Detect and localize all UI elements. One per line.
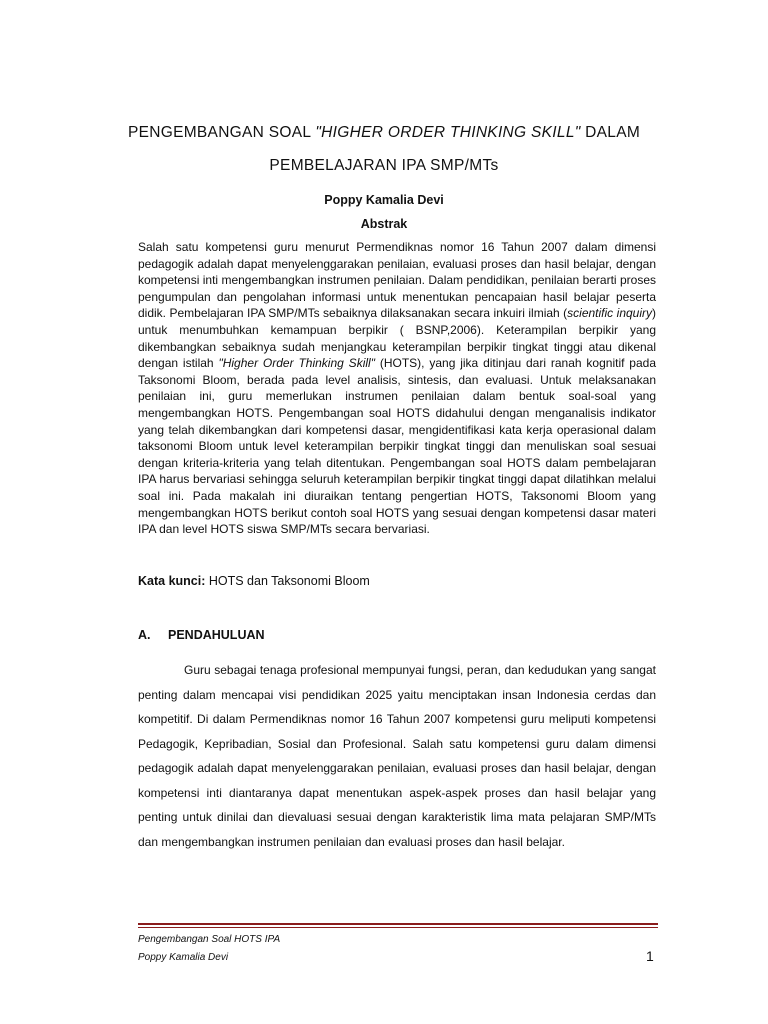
abstract-part-3: (HOTS), yang jika ditinjau dari ranah kognitif pada Taksonomi Bloom, berada pada level analisis, sintesis, dan evaluasi. Untuk melaksanakan penilaian ini, guru memerlukan instrumen penilaian dalam bentuk soal-soal yang mengembangkan HOTS. Pengembangan soal HOTS didahului dengan menganalisis indikator yang telah dikembangkan dari kompetensi dasar, mengidentifikasi kata kerja operasional dalam taksonomi Bloom untuk level keterampilan berpikir tingkat tinggi dan menuliskan soal sesuai dengan kriteria-kriteria yang telah ditentukan. Pengembangan soal HOTS dalam pembelajaran IPA harus bervariasi sehingga seluruh keterampilan berpikir tingkat tinggi dapat dilatihkan melalui soal ini. Pada makalah ini diuraikan tentang pengertian HOTS, Taksonomi Bloom yang mengembangkan HOTS berikut contoh soal HOTS yang sesuai dengan kompetensi dasar materi IPA dan level HOTS siswa SMP/MTs secara bervariasi.: [138, 356, 656, 537]
section-heading: [138, 628, 265, 642]
abstract-heading: Abstrak: [360, 217, 408, 231]
footer-rule-thick: [138, 923, 658, 925]
page-number: 1: [646, 948, 654, 964]
abstract-text: [138, 239, 656, 538]
section-title: PENDAHULUAN: [168, 628, 265, 642]
footer-author: Poppy Kamalia Devi: [138, 952, 229, 963]
keywords-value: HOTS dan Taksonomi Bloom: [208, 574, 370, 588]
footer-rule-thin: [138, 927, 658, 928]
abstract-italic-1: scientific inquiry: [567, 306, 653, 321]
title-italic-term: "HIGHER ORDER THINKING SKILL": [315, 124, 581, 141]
abstract-part-2: ) untuk menumbuhkan kemampuan berpikir ( BSNP,2006). Keterampilan berpikir yang dikembangkan sebaiknya sudah menjangkau keterampilan berpikir tingkat tinggi atau dikenal dengan istilah: [138, 306, 657, 371]
author-name: Poppy Kamalia Devi: [324, 193, 444, 207]
abstract-italic-2: "Higher Order Thinking Skill": [218, 356, 375, 371]
footer-document-title: Pengembangan Soal HOTS IPA: [138, 934, 281, 945]
abstract-part-1: Salah satu kompetensi guru menurut Permendiknas nomor 16 Tahun 2007 dalam dimensi pedagogik adalah dapat menyelenggarakan penilaian, evaluasi proses dan hasil belajar, dengan kompetensi inti mengembangkan instrumen penilaian. Dalam pendidikan, penilaian berarti proses pengumpulan dan pengolahan informasi untuk menentukan pencapaian hasil belajar peserta didik. Pembelajaran IPA SMP/MTs sebaiknya dilaksanakan secara inkuiri ilmiah (: [138, 240, 656, 321]
keywords: [138, 574, 370, 588]
title-suffix: DALAM: [580, 124, 641, 141]
intro-paragraph: Guru sebagai tenaga profesional mempunyai fungsi, peran, dan kedudukan yang sangat penting dalam mencapai visi pendidikan 2025 yaitu menciptakan insan Indonesia cerdas dan kompetitif. Di dalam Permendiknas nomor 16 Tahun 2007 kompetensi guru meliputi kompetensi Pedagogik, Kepribadian, Sosial dan Profesional. Salah satu kompetensi guru dalam dimensi pedagogik adalah dapat menyelenggarakan penilaian, evaluasi proses dan hasil belajar, dengan kompetensi inti diantaranya dapat menentukan aspek-aspek proses dan hasil belajar yang penting untuk dinilai dan dievaluasi sesuai dengan karakteristik lima mata pelajaran SMP/MTs dan mengembangkan instrumen penilaian dan evaluasi proses dan hasil belajar.: [138, 663, 656, 849]
section-number: A.: [138, 628, 151, 642]
keywords-label: Kata kunci:: [138, 574, 209, 588]
title-prefix: PENGEMBANGAN SOAL: [127, 124, 316, 141]
document-title-line-2: PEMBELAJARAN IPA SMP/MTs: [269, 157, 499, 174]
document-title-line-1: [100, 124, 668, 142]
